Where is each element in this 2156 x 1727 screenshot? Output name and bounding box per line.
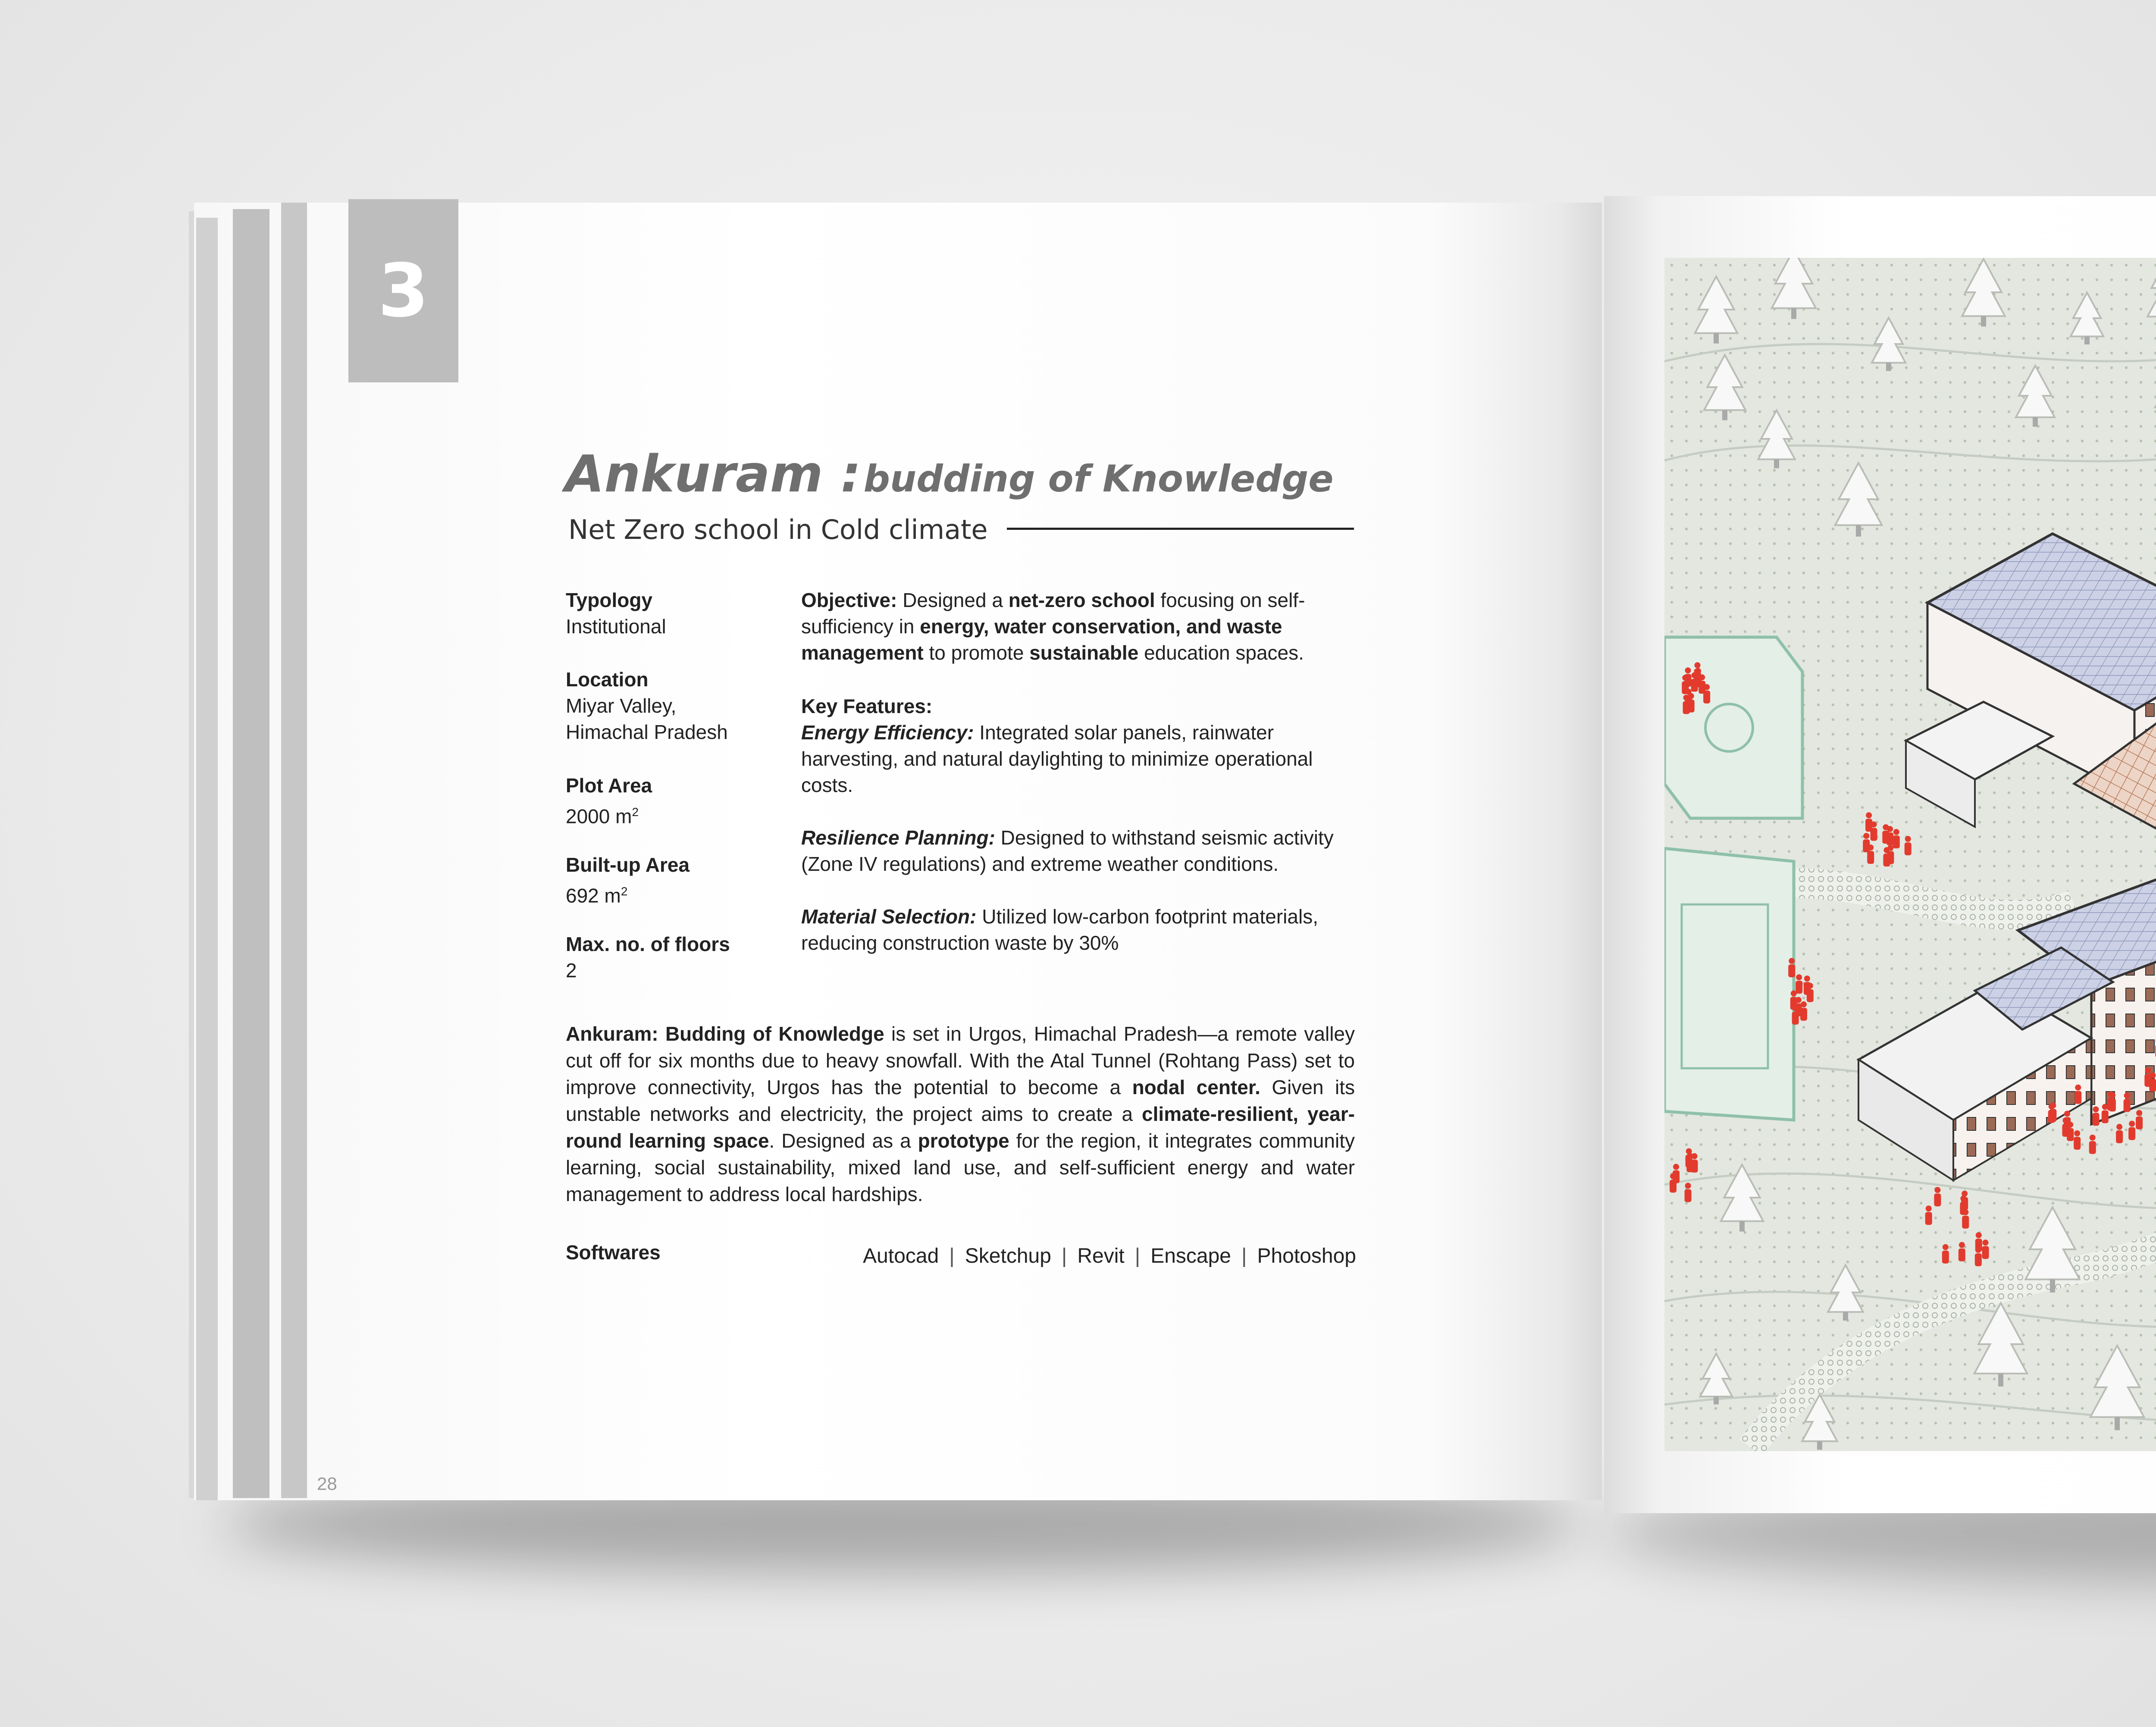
- person-icon: [1694, 662, 1701, 682]
- software-item: Sketchup: [965, 1245, 1051, 1267]
- person-icon: [1870, 821, 1877, 841]
- bold-run: prototype: [918, 1129, 1009, 1152]
- person-icon: [2128, 1121, 2135, 1140]
- feature-text: Utilized low-carbon footprint materials, reducing construction waste by 30%: [801, 905, 1318, 954]
- person-icon: [1959, 1242, 1965, 1261]
- person-icon: [2075, 1085, 2081, 1104]
- spec-value-sup: 2: [632, 805, 639, 819]
- person-icon: [2089, 1135, 2096, 1154]
- text-run: for the region, it integrates community learning, social sustainability, mixed land use, and self-sufficient energy and water management to address local hardships.: [566, 1129, 1355, 1205]
- spec-value: Institutional: [566, 615, 666, 638]
- spec-value: [566, 799, 790, 829]
- person-icon: [1925, 1205, 1932, 1225]
- person-icon: [2124, 1092, 2131, 1112]
- feature-material: [801, 904, 1362, 956]
- text-run: Given its unstable networks and electricity, the project aims to create a: [566, 1076, 1355, 1125]
- bold-run: climate-resilient, year-round learning space: [566, 1103, 1355, 1152]
- subtitle-rule: [1007, 528, 1354, 530]
- spec-built-up-area: [566, 852, 790, 909]
- bold-run: energy, water conservation, and waste management: [801, 615, 1282, 664]
- person-icon: [2067, 1122, 2074, 1141]
- spec-max-floors: [566, 931, 790, 984]
- spec-label: Typology: [566, 589, 653, 611]
- person-icon: [1807, 983, 1814, 1002]
- person-icon: [1905, 836, 1912, 855]
- feature-resilience: [801, 825, 1362, 877]
- person-icon: [1685, 1183, 1692, 1202]
- title-main: Ankuram :: [565, 444, 861, 504]
- bold-run: sustainable: [1029, 641, 1139, 664]
- softwares-list: Autocad | Sketchup | Revit | Enscape | Photoshop: [863, 1245, 1356, 1267]
- person-icon: [1688, 693, 1695, 713]
- person-icon: [1982, 1239, 1989, 1259]
- person-icon: [1893, 829, 1900, 848]
- software-item: Autocad: [863, 1245, 939, 1267]
- spec-value-text: 2000 m: [566, 805, 632, 828]
- spec-value: [566, 878, 790, 909]
- key-features: [801, 693, 1362, 956]
- person-icon: [1887, 826, 1893, 845]
- person-icon: [1796, 974, 1802, 994]
- person-icon: [2048, 1104, 2055, 1123]
- person-icon: [1975, 1232, 1982, 1251]
- spec-value: Himachal Pradesh: [566, 721, 728, 743]
- person-icon: [1673, 1164, 1680, 1183]
- bold-run: net-zero school: [1008, 589, 1155, 611]
- spec-label: Max. no. of floors: [566, 933, 730, 955]
- text-run: . Designed as a: [769, 1129, 918, 1152]
- person-icon: [2102, 1104, 2109, 1123]
- person-icon: [1934, 1187, 1941, 1206]
- title-sub: budding of Knowledge: [863, 457, 1334, 501]
- text-run: is set in Urgos, Himachal Pradesh—a remote valley cut off for six months due to heavy snowfall. With the Atal Tunnel (Rohtang Pass) set to improve connectivity, Urgos has the potential to become a: [566, 1023, 1355, 1098]
- feature-label: Energy Efficiency:: [801, 721, 974, 744]
- feature-text: Designed to withstand seismic activity (Zone IV regulations) and extreme weather conditions.: [801, 826, 1334, 875]
- isometric-site-drawing: [1664, 258, 2156, 1451]
- person-icon: [2092, 1106, 2099, 1126]
- text-run: focusing on self-sufficiency in: [801, 589, 1305, 638]
- person-icon: [2136, 1110, 2143, 1129]
- person-icon: [2116, 1124, 2123, 1143]
- page-number-left: 28: [317, 1474, 337, 1494]
- spec-value-sup: 2: [620, 885, 628, 898]
- page-tab-edge: [196, 218, 218, 1500]
- feature-energy: [801, 720, 1362, 798]
- bold-run: nodal center.: [1132, 1076, 1260, 1098]
- person-icon: [2109, 1092, 2116, 1111]
- spec-label: Location: [566, 668, 649, 691]
- objective-text: [801, 587, 1362, 666]
- spec-plot-area: [566, 773, 790, 829]
- feature-text: Integrated solar panels, rainwater harvesting, and natural daylighting to minimize operational costs.: [801, 721, 1313, 796]
- software-item: Photoshop: [1257, 1245, 1356, 1267]
- person-icon: [1883, 847, 1890, 867]
- project-description: [566, 1020, 1355, 1208]
- person-icon: [1942, 1244, 1949, 1264]
- spec-value: Miyar Valley,: [566, 695, 677, 717]
- spec-value: 2: [566, 959, 577, 982]
- software-item: Enscape: [1150, 1245, 1231, 1267]
- text-run: Designed a: [897, 589, 1009, 611]
- feature-label: Material Selection:: [801, 905, 977, 928]
- person-icon: [1682, 675, 1689, 694]
- spec-label: Built-up Area: [566, 854, 690, 876]
- spec-typology: [566, 587, 790, 640]
- person-icon: [1703, 684, 1710, 704]
- page-tab-edge: [233, 209, 270, 1498]
- text-run: to promote: [923, 641, 1030, 664]
- key-features-heading: Key Features:: [801, 695, 933, 717]
- person-icon: [2074, 1130, 2081, 1150]
- chapter-number-badge: [348, 199, 458, 382]
- person-icon: [1691, 1153, 1698, 1173]
- person-icon: [1960, 1195, 1967, 1215]
- softwares-label: Softwares: [566, 1241, 661, 1264]
- text-run: education spaces.: [1138, 641, 1304, 664]
- spec-value-text: 692 m: [566, 884, 621, 907]
- spec-label: Plot Area: [566, 774, 652, 797]
- key-features-label: [801, 693, 1362, 720]
- project-title: [565, 444, 1334, 504]
- feature-label: Resilience Planning:: [801, 826, 995, 849]
- page-tab-edge: [281, 203, 307, 1498]
- person-icon: [1788, 958, 1795, 977]
- objective-label: Objective:: [801, 589, 897, 611]
- chapter-number: 3: [378, 248, 429, 334]
- bold-run: Ankuram: Budding of Knowledge: [566, 1023, 884, 1045]
- person-icon: [2149, 1072, 2156, 1092]
- site-drawing-svg: [1664, 258, 2156, 1451]
- spec-location: [566, 666, 790, 745]
- project-subtitle: Net Zero school in Cold climate: [568, 514, 988, 545]
- person-icon: [1795, 997, 1802, 1017]
- software-item: Revit: [1077, 1245, 1125, 1267]
- person-icon: [1867, 845, 1874, 864]
